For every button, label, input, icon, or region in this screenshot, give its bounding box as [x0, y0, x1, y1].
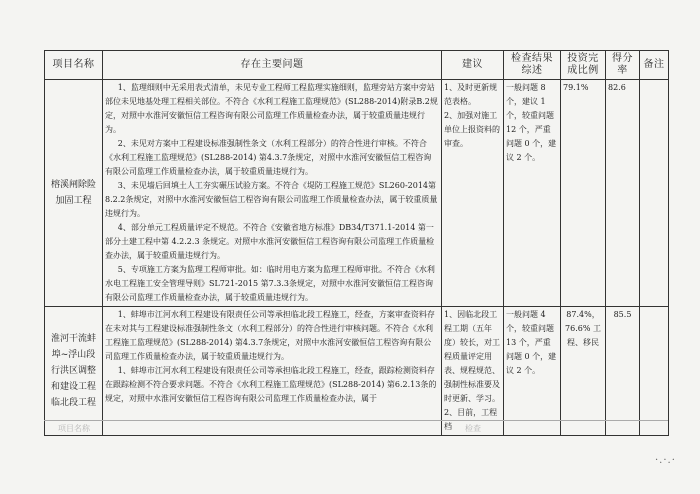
suggestion-item: 1、因临北段工程工期（五年度）较长，对工程质量评定用表、规程规范、强制性标准要及时更新、学习。 — [444, 310, 500, 403]
header-suggestions: 建议 — [442, 51, 504, 80]
issue-item: 1、蚌埠市江河水利工程建设有限责任公司等承担临北段工程施工，经查，方案审查资料存在未对其与工程建设标准强制性条文（水利工程部分）的符合性进行审核问题。不符合《水利工程施工监理规范》(SL288-2014) 第4.3.7条规定，对照中水淮河安徽恒信工程咨询有限公司监理工作质量检查办法，属于较重质量违规行为。 — [105, 310, 435, 361]
header-score: 得分率 — [606, 51, 640, 80]
remark-cell — [640, 80, 669, 307]
scan-mark: ·.·.· — [655, 455, 676, 466]
score-cell: 85.5 — [606, 307, 640, 436]
header-remark: 备注 — [640, 51, 669, 80]
suggestion-item: 2、加强对施工单位上报资料的审查。 — [444, 111, 500, 148]
header-row — [45, 51, 669, 80]
issue-item: 2、未见对方案中工程建设标准强制性条文（水利工程部分）的符合性进行审核。不符合《水利工程施工监理规范》(SL288-2014) 第4.3.7条规定，对照中水淮河安徽恒信工程咨询有限公司监理工作质量检查办法，属于较重质量违规行为。 — [105, 139, 432, 176]
remark-cell — [640, 307, 669, 436]
issue-item: 4、部分单元工程质量评定不规范。不符合《安徽省地方标准》DB34/T371.1-2014 第一部分土建工程中第 4.2.2.3 条规定。对照中水淮河安徽恒信工程咨询有限公司监理工作质量检查办法，属于较重质量违规行为。 — [105, 223, 435, 260]
summary-cell: 一般问题 8 个，建议 1 个，较重问题 12 个，严重问题 0 个，建议 2 个。 — [504, 80, 561, 307]
issue-item: 3、未见墙后回填土人工夯实碾压试验方案。不符合《堤防工程施工规范》SL260-2014第8.2.2条规定，对照中水淮河安徽恒信工程咨询有限公司监理工作质量检查办法，属于较重质量违规行为。 — [105, 181, 438, 218]
header-issues: 存在主要问题 — [103, 51, 442, 80]
summary-cell: 一般问题 4 个，较重问题 13 个，严重问题 0 个，建议 2 个。 — [504, 307, 561, 436]
suggestion-item: 1、及时更新规范表格。 — [444, 83, 498, 106]
issues-cell — [103, 307, 442, 436]
bleed-through-text-left: 项目名称 — [58, 424, 90, 433]
inspection-table — [44, 50, 669, 436]
issue-item: 1、蚌埠市江河水利工程建设有限责任公司等承担临北段工程施工，经查，跟踪检测资料存在跟踪检测不符合要求问题。不符合《水利工程施工监理规范》(SL288-2014) 第6.2.13条的规定，对照中水淮河安徽恒信工程咨询有限公司监理工作质量检查办法，属于 — [105, 366, 437, 403]
table-row — [45, 80, 669, 307]
project-name: 淮河干流蚌埠~浮山段行洪区调整和建设工程临北段工程 — [45, 307, 103, 436]
score-cell: 82.6 — [606, 80, 640, 307]
table-row — [45, 307, 669, 436]
header-project-name: 项目名称 — [45, 51, 103, 80]
issue-item: 5、专项施工方案为监理工程师审批。如：临时用电方案为监理工程师审批。不符合《水利水电工程施工安全管理导则》SL721-2015 第7.3.3条规定，对照中水淮河安徽恒信工程咨询有限公司监理工作质量检查办法，属于较重质量违规行为。 — [105, 265, 435, 302]
suggestion-item: 2、目前，工程档 — [444, 408, 498, 431]
header-summary: 检查结果综述 — [504, 51, 561, 80]
header-ratio: 投资完成比例 — [561, 51, 606, 80]
bleed-through-row — [44, 420, 668, 435]
issues-cell — [103, 80, 442, 307]
suggestions-cell — [442, 80, 504, 307]
ratio-cell: 87.4%，76.6% 工程、移民 — [561, 307, 606, 436]
suggestions-cell — [442, 307, 504, 436]
bleed-through-text-right: 检查 — [465, 424, 481, 433]
project-name: 榕溪闸除险加固工程 — [45, 80, 103, 307]
ratio-cell: 79.1% — [561, 80, 606, 307]
issue-item: 1、监理细则中无采用表式清单，未见专业工程师工程监理实施细则，监理旁站方案中旁站部位未见地基处理工程相关部位。不符合《水利工程施工监理规范》(SL288-2014)附录B.2规定，对照中水淮河安徽恒信工程咨询有限公司监理工作质量检查办法，属于较重质量违规行为。 — [105, 83, 438, 134]
